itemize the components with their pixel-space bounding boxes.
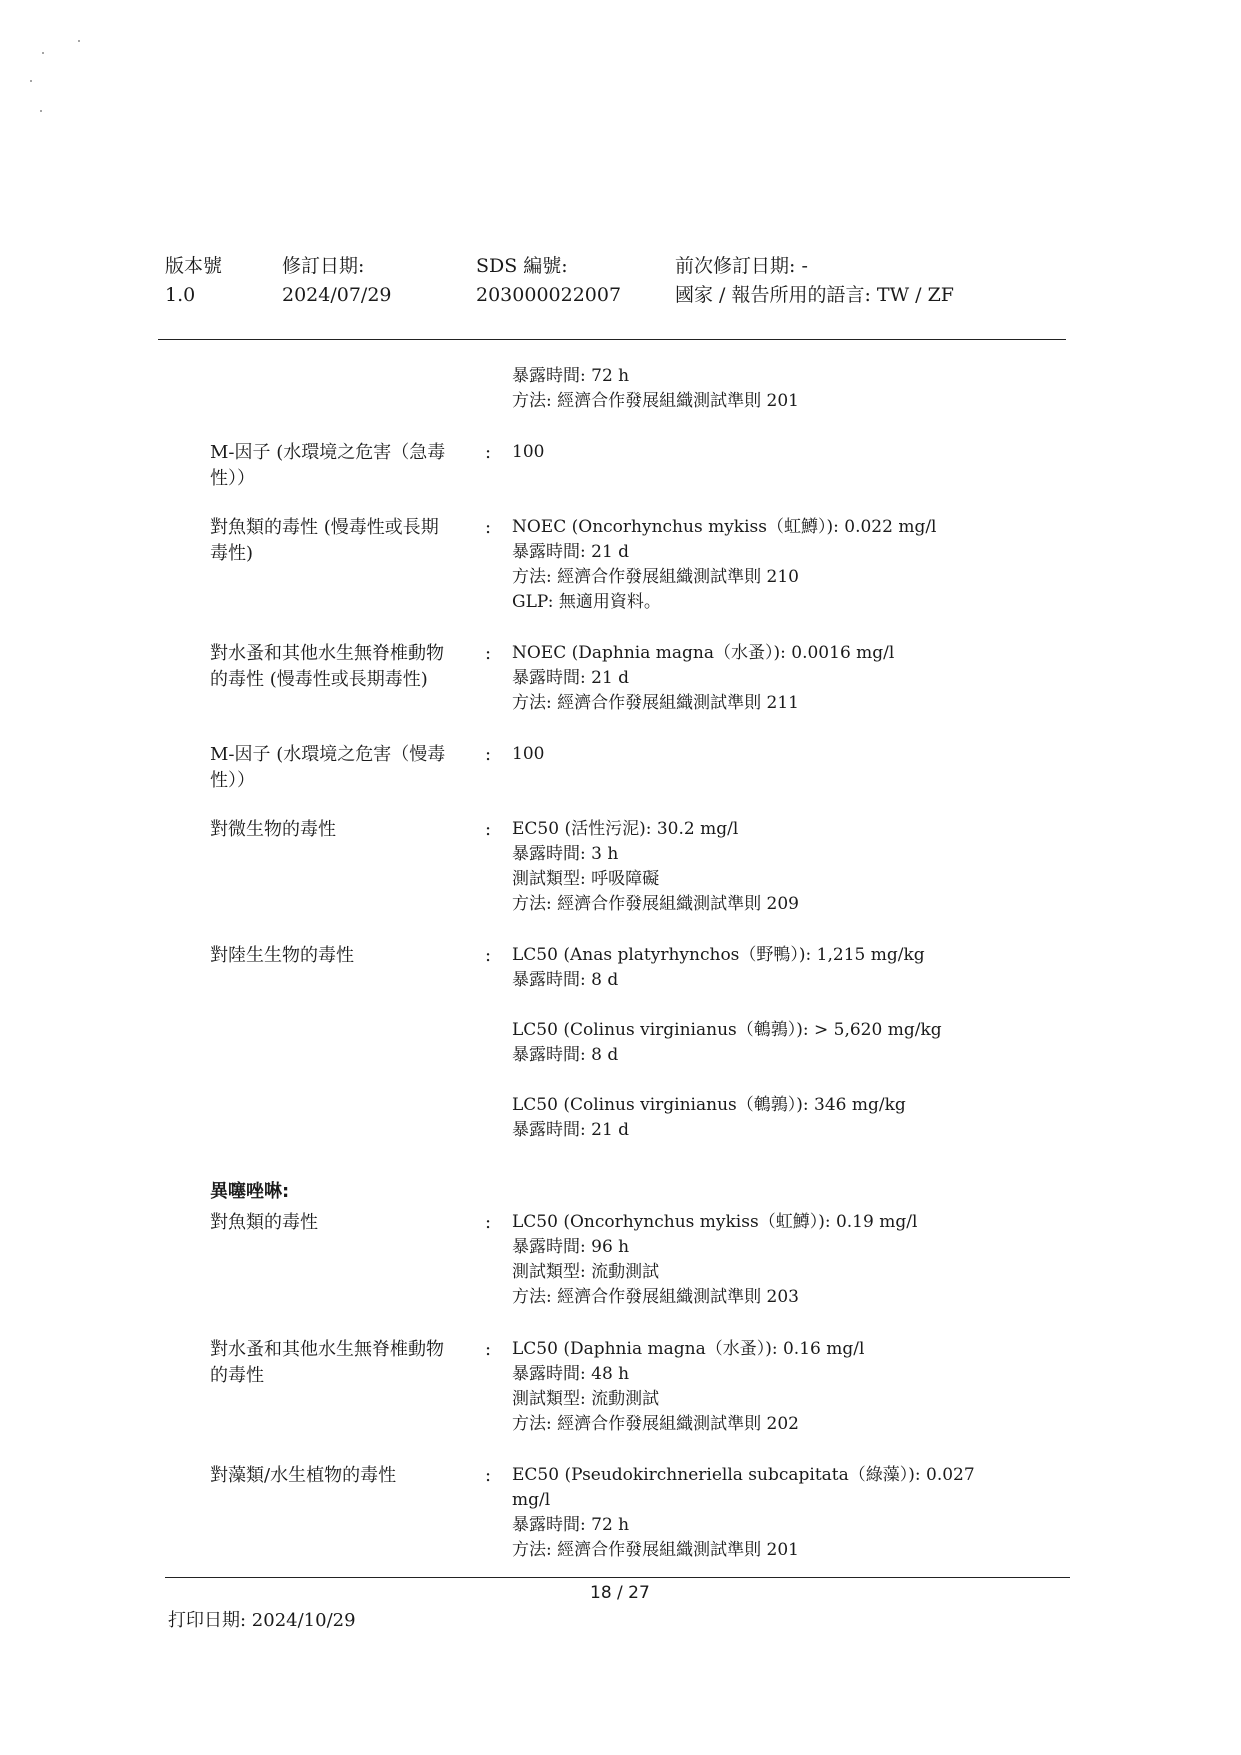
value-line: LC50 (Colinus virginianus（鵪鶉）): 346 mg/kg — [512, 1095, 906, 1115]
value-line: 方法: 經濟合作發展組織測試準則 201 — [512, 1540, 799, 1560]
entry-algae — [210, 1463, 1030, 1573]
header-divider — [158, 339, 1066, 340]
colon-separator: : — [485, 744, 492, 765]
value-line: 暴露時間: 21 d — [512, 1120, 630, 1140]
continuation-block — [512, 364, 799, 414]
value-line: GLP: 無適用資料。 — [512, 592, 661, 612]
continuation-line: 暴露時間: 72 h — [512, 366, 630, 386]
entry-daphnia-acute — [210, 1337, 1030, 1447]
entry-fish-acute — [210, 1210, 1030, 1320]
entry-label — [210, 641, 480, 693]
value-line: LC50 (Anas platyrhynchos（野鴨）): 1,215 mg/kg — [512, 945, 925, 965]
value-line: 方法: 經濟合作發展組織測試準則 203 — [512, 1287, 799, 1307]
scan-speck — [78, 40, 80, 42]
value-line: mg/l — [512, 1490, 551, 1510]
entry-value — [512, 1210, 1032, 1310]
value-line: 方法: 經濟合作發展組織測試準則 210 — [512, 567, 799, 587]
page-number: 18 / 27 — [590, 1583, 650, 1603]
value-gap — [512, 1068, 1032, 1093]
version-value: 1.0 — [165, 284, 196, 306]
entry-fish-chronic — [210, 515, 1030, 625]
value-gap — [512, 993, 1032, 1018]
entry-value — [512, 817, 1032, 917]
label-line: 對魚類的毒性 (慢毒性或長期 — [210, 517, 439, 538]
revision-date-label: 修訂日期: — [282, 255, 365, 277]
entry-label — [210, 1337, 480, 1389]
value-line: 暴露時間: 72 h — [512, 1515, 630, 1535]
label-line: 對水蚤和其他水生無脊椎動物 — [210, 1339, 444, 1360]
entry-daphnia-chronic — [210, 641, 1030, 726]
value-line: 暴露時間: 48 h — [512, 1364, 630, 1384]
value-line: 100 — [512, 744, 545, 764]
sds-number-label: SDS 編號: — [476, 255, 568, 277]
value-line: 暴露時間: 21 d — [512, 542, 630, 562]
entry-label: 對藻類/水生植物的毒性 — [210, 1465, 397, 1486]
colon-separator: : — [485, 819, 492, 840]
entry-m-factor-chronic — [210, 742, 1030, 802]
colon-separator: : — [485, 517, 492, 538]
print-date: 打印日期: 2024/10/29 — [168, 1610, 356, 1631]
value-line: 測試類型: 流動測試 — [512, 1262, 660, 1282]
value-line: 方法: 經濟合作發展組織測試準則 209 — [512, 894, 799, 914]
value-line: NOEC (Daphnia magna（水蚤）): 0.0016 mg/l — [512, 643, 895, 663]
previous-revision-date: 前次修訂日期: - — [675, 255, 808, 277]
value-line: LC50 (Daphnia magna（水蚤）): 0.16 mg/l — [512, 1339, 865, 1359]
label-line: M-因子 (水環境之危害（急毒 — [210, 442, 446, 463]
footer-divider — [165, 1577, 1070, 1578]
entry-label: 對陸生生物的毒性 — [210, 945, 354, 966]
scan-speck — [40, 110, 42, 112]
value-line: 100 — [512, 442, 545, 462]
entry-value — [512, 943, 1032, 1143]
entry-label: 對魚類的毒性 — [210, 1212, 318, 1233]
value-line: LC50 (Colinus virginianus（鵪鶉）): > 5,620 mg/kg — [512, 1020, 942, 1040]
entry-value — [512, 1337, 1032, 1437]
colon-separator: : — [485, 1339, 492, 1360]
value-line: 暴露時間: 96 h — [512, 1237, 630, 1257]
entry-microorganisms — [210, 817, 1030, 927]
colon-separator: : — [485, 643, 492, 664]
version-label: 版本號 — [165, 255, 223, 277]
entry-terrestrial — [210, 943, 1030, 1143]
continuation-line: 方法: 經濟合作發展組織測試準則 201 — [512, 391, 799, 411]
value-line: 測試類型: 流動測試 — [512, 1389, 660, 1409]
subsection-heading: 異噻唑啉: — [210, 1181, 290, 1202]
value-line: EC50 (Pseudokirchneriella subcapitata（綠藻）): 0.027 — [512, 1465, 975, 1485]
scan-speck — [42, 52, 44, 54]
value-line: 測試類型: 呼吸障礙 — [512, 869, 660, 889]
entry-label: 對微生物的毒性 — [210, 819, 336, 840]
revision-date-value: 2024/07/29 — [282, 284, 392, 306]
entry-value — [512, 515, 1032, 615]
entry-label — [210, 440, 480, 492]
entry-value — [512, 742, 1032, 767]
sds-number-value: 203000022007 — [476, 284, 622, 306]
label-line: 性）） — [210, 468, 255, 489]
value-line: 方法: 經濟合作發展組織測試準則 202 — [512, 1414, 799, 1434]
value-line: 暴露時間: 21 d — [512, 668, 630, 688]
label-line: 的毒性 — [210, 1365, 264, 1386]
value-line: NOEC (Oncorhynchus mykiss（虹鱒）): 0.022 mg/l — [512, 517, 937, 537]
colon-separator: : — [485, 442, 492, 463]
scan-speck — [30, 80, 32, 82]
label-line: 毒性) — [210, 543, 254, 564]
value-line: 暴露時間: 3 h — [512, 844, 619, 864]
value-line: LC50 (Oncorhynchus mykiss（虹鱒）): 0.19 mg/l — [512, 1212, 918, 1232]
entry-value — [512, 440, 1032, 465]
label-line: 性）） — [210, 770, 255, 791]
entry-value — [512, 1463, 1032, 1563]
entry-value — [512, 641, 1032, 716]
colon-separator: : — [485, 1212, 492, 1233]
value-line: 暴露時間: 8 d — [512, 970, 619, 990]
colon-separator: : — [485, 945, 492, 966]
entry-label — [210, 742, 480, 794]
entry-label — [210, 515, 480, 567]
colon-separator: : — [485, 1465, 492, 1486]
label-line: 對水蚤和其他水生無脊椎動物 — [210, 643, 444, 664]
country-language: 國家 / 報告所用的語言: TW / ZF — [675, 284, 954, 306]
value-line: EC50 (活性污泥): 30.2 mg/l — [512, 819, 739, 839]
label-line: 的毒性 (慢毒性或長期毒性) — [210, 669, 428, 690]
entry-m-factor-acute — [210, 440, 1030, 500]
label-line: M-因子 (水環境之危害（慢毒 — [210, 744, 446, 765]
value-line: 方法: 經濟合作發展組織測試準則 211 — [512, 693, 799, 713]
value-line: 暴露時間: 8 d — [512, 1045, 619, 1065]
